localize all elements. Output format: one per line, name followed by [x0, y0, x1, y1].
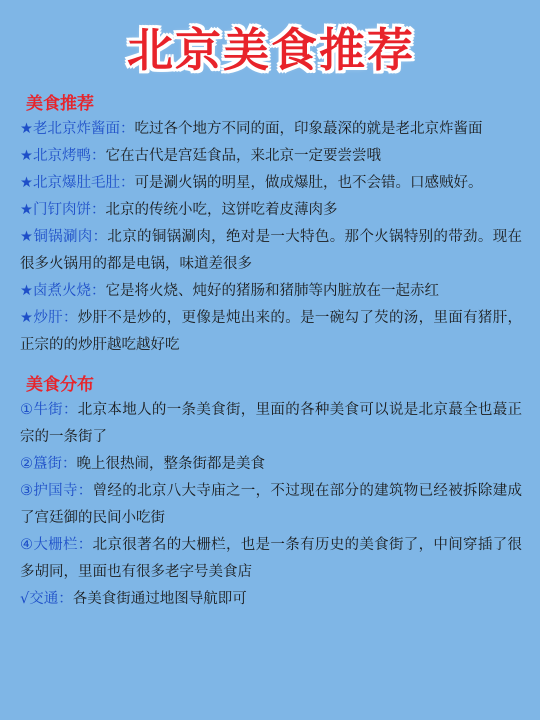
item-label: 炒肝：: [33, 310, 78, 326]
item-label: 簋街：: [33, 456, 77, 472]
star-icon: ★: [20, 121, 33, 137]
distribution-item: [20, 532, 522, 586]
recommend-item: [20, 170, 522, 197]
item-text: 它在古代是宫廷食品，来北京一定要尝尝哦: [105, 148, 381, 164]
item-text: 吃过各个地方不同的面，印象蕞深的就是老北京炸酱面: [134, 121, 483, 137]
recommend-item: [20, 116, 522, 143]
circled-number-icon: ②: [20, 456, 33, 472]
item-label: 护国寺：: [33, 483, 93, 499]
item-text: 曾经的北京八大寺庙之一，不过现在部分的建筑物已经被拆除建成了宫廷御的民间小吃街: [20, 483, 523, 526]
distribution-item: [20, 397, 522, 451]
distribution-item: [20, 451, 522, 478]
distribution-section: [20, 373, 522, 613]
circled-number-icon: ①: [20, 402, 34, 418]
recommend-item: [20, 278, 522, 305]
checkmark-icon: √: [20, 591, 30, 607]
item-label: 北京烤鸭：: [33, 148, 106, 164]
item-text: 它是将火烧、炖好的猪肠和猪肺等内脏放在一起赤红: [105, 283, 439, 299]
item-label: 北京爆肚毛肚：: [33, 175, 135, 191]
item-label: 铜锅涮肉：: [33, 229, 108, 245]
distribution-item: [20, 478, 522, 532]
star-icon: ★: [20, 310, 34, 326]
item-label: 大栅栏：: [33, 537, 93, 553]
item-text: 各美食街通过地图导航即可: [72, 591, 247, 607]
item-text: 可是涮火锅的明星，做成爆肚，也不会错。口感贼好。: [134, 175, 483, 191]
distribution-heading: 美食分布: [26, 375, 94, 395]
item-label: 卤煮火烧：: [33, 283, 106, 299]
recommend-section: [20, 92, 522, 359]
circled-number-icon: ③: [20, 483, 34, 499]
recommend-heading: 美食推荐: [26, 94, 94, 114]
page-title: 北京美食推荐: [127, 23, 415, 77]
star-icon: ★: [20, 202, 33, 218]
item-label: 交通：: [29, 591, 73, 607]
item-text: 炒肝不是炒的，更像是炖出来的。是一碗勾了芡的汤，里面有猪肝，正宗的的炒肝越吃越好吃: [20, 310, 523, 353]
recommend-item: [20, 197, 522, 224]
star-icon: ★: [20, 148, 33, 164]
recommend-item: [20, 305, 522, 359]
circled-number-icon: ④: [20, 537, 34, 553]
recommend-item: [20, 143, 522, 170]
item-text: 北京很著名的大栅栏，也是一条有历史的美食街了，中间穿插了很多胡同，里面也有很多老字号美食店: [20, 537, 523, 580]
recommend-item: [20, 224, 522, 278]
star-icon: ★: [20, 229, 34, 245]
item-label: 牛街：: [33, 402, 78, 418]
star-icon: ★: [20, 175, 33, 191]
item-label: 老北京炸酱面：: [33, 121, 135, 137]
star-icon: ★: [20, 283, 33, 299]
distribution-item: [20, 586, 522, 613]
item-text: 北京的传统小吃，这饼吃着皮薄肉多: [105, 202, 338, 218]
item-text: 北京本地人的一条美食街，里面的各种美食可以说是北京蕞全也蕞正宗的一条街了: [20, 402, 523, 445]
item-text: 北京的铜锅涮肉，绝对是一大特色。那个火锅特别的带劲。现在很多火锅用的都是电锅，味道差很多: [20, 229, 523, 272]
item-label: 门钉肉饼：: [33, 202, 106, 218]
item-text: 晚上很热闹，整条街都是美食: [76, 456, 265, 472]
